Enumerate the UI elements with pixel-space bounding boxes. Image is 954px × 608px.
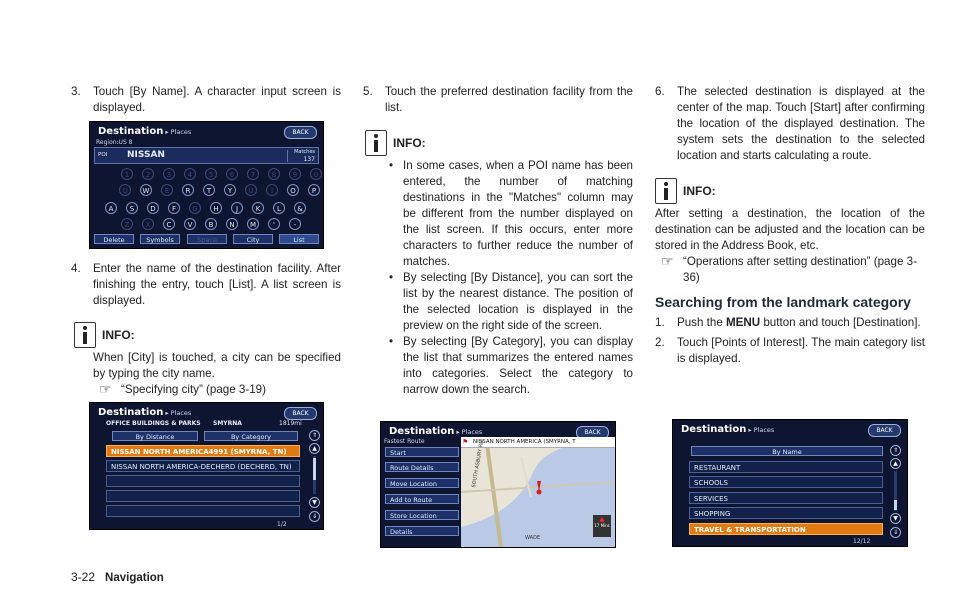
step-5 (363, 84, 633, 116)
car-icon: ▲ (599, 515, 605, 523)
route-time: 17 Mins (594, 523, 610, 528)
hand-pointer-icon: ☞ (661, 253, 674, 269)
flag-icon: ⚑ (462, 438, 469, 446)
column-2 (363, 84, 633, 398)
page-reference[interactable] (655, 254, 925, 286)
step-text: Touch the preferred destination facility from the list. (385, 85, 633, 114)
distance-label: 1819mi (279, 420, 302, 427)
step-number: 2. (655, 336, 665, 349)
info-heading (365, 130, 633, 156)
details-button[interactable]: Details (385, 526, 459, 536)
step-6 (655, 84, 925, 164)
by-category-button[interactable]: By Category (204, 431, 298, 441)
key-sym[interactable]: ' (268, 218, 280, 230)
store-location-button[interactable]: Store Location (385, 510, 459, 520)
scroll-bottom-icon[interactable]: ⇓ (309, 511, 320, 522)
info-label: INFO: (683, 184, 716, 198)
list-item[interactable] (106, 475, 300, 487)
column-3 (655, 84, 925, 367)
info-text: When [City] is touched, a city can be specified by typing the city name. (93, 351, 341, 380)
result-list-screen (89, 402, 324, 530)
page-footer (71, 570, 164, 584)
back-button[interactable]: BACK (284, 407, 317, 420)
step-number: 5. (363, 85, 373, 98)
column-1-lower (71, 261, 341, 398)
list-item[interactable]: RESTAURANT (689, 461, 883, 473)
key-a[interactable]: A (105, 202, 117, 214)
key-4[interactable]: 4 (184, 168, 196, 180)
route-time-badge (593, 515, 611, 537)
add-to-route-button[interactable]: Add to Route (385, 494, 459, 504)
destination-banner: NISSAN NORTH AMERICA (SMYRNA, T (461, 437, 615, 448)
key-5[interactable]: 5 (205, 168, 217, 180)
scroll-down-icon[interactable]: ▼ (890, 513, 901, 524)
list-button[interactable]: List (279, 234, 319, 244)
list-item[interactable]: NISSAN NORTH AMERICA-DECHERD (DECHERD, TN) (106, 460, 300, 472)
key-l[interactable]: L (273, 202, 285, 214)
step-text: Touch [By Name]. A character input screen is displayed. (93, 85, 341, 114)
info-heading (655, 178, 925, 204)
key-o[interactable]: O (287, 184, 299, 196)
street-label: WADE (525, 535, 541, 541)
info-icon (365, 130, 387, 156)
region-label: Region:US 8 (96, 139, 133, 146)
symbols-button[interactable]: Symbols (140, 234, 180, 244)
list-item[interactable]: SERVICES (689, 492, 883, 504)
page-indicator: 12/12 (853, 538, 871, 545)
city-label: SMYRNA (213, 420, 242, 427)
list-item[interactable]: SHOPPING (689, 507, 883, 519)
key-sym[interactable]: & (294, 202, 306, 214)
key-h[interactable]: H (210, 202, 222, 214)
by-name-button[interactable]: By Name (691, 446, 883, 456)
list-item[interactable]: TRAVEL & TRANSPORTATION (689, 523, 883, 535)
reference-text: “Operations after setting destination” (page 3-36) (683, 255, 917, 284)
page-reference[interactable] (71, 382, 341, 398)
key-c[interactable]: C (163, 218, 175, 230)
key-w[interactable]: W (140, 184, 152, 196)
step-2 (655, 335, 925, 367)
bullet-item: • In some cases, when a POI name has been entered, the number of matching destinations in the "Matches" column may be different from the number displayed on the list screen. If this occurs, enter more characters to further reduce the number of matches. (403, 158, 633, 270)
map-roads (461, 437, 615, 547)
scroll-top-icon[interactable]: ⇑ (890, 445, 901, 456)
category-list-screen (672, 419, 908, 547)
column-1 (71, 84, 341, 116)
screen-title: Destination ▸ Places (98, 126, 192, 137)
key-i[interactable]: I (266, 184, 278, 196)
screen-title: Destination ▸ Places (681, 424, 775, 435)
move-location-button[interactable]: Move Location (385, 478, 459, 488)
key-y[interactable]: Y (224, 184, 236, 196)
key-1[interactable]: 1 (121, 168, 133, 180)
bullet-item: • By selecting [By Category], you can display the list that summarizes the entered names into categories. Select the category to narrow down the search. (403, 334, 633, 398)
info-heading (74, 322, 341, 348)
step-text-pre: Push the (677, 316, 726, 329)
destination-map-screen (380, 421, 616, 548)
key-j[interactable]: J (231, 202, 243, 214)
category-label: OFFICE BUILDINGS & PARKS (106, 420, 201, 427)
list-item[interactable]: NISSAN NORTH AMERICA4991 (SMYRNA, TN) (106, 445, 300, 457)
key-7[interactable]: 7 (247, 168, 259, 180)
bullet-item: • By selecting [By Distance], you can sort the list by the nearest distance. The position of the selected location is displayed in the preview on the right side of the screen. (403, 270, 633, 334)
page-number: 3-22 (71, 570, 96, 584)
key-sym[interactable]: - (289, 218, 301, 230)
back-button[interactable]: BACK (284, 126, 317, 139)
key-k[interactable]: K (252, 202, 264, 214)
key-m[interactable]: M (247, 218, 259, 230)
key-x[interactable]: X (142, 218, 154, 230)
key-d[interactable]: D (147, 202, 159, 214)
key-v[interactable]: V (184, 218, 196, 230)
page-indicator: 1/2 (277, 521, 287, 528)
info-label: INFO: (102, 328, 135, 342)
key-9[interactable]: 9 (289, 168, 301, 180)
key-n[interactable]: N (226, 218, 238, 230)
key-f[interactable]: F (168, 202, 180, 214)
city-button[interactable]: City (233, 234, 273, 244)
scroll-up-icon[interactable]: ▲ (309, 443, 320, 454)
search-input[interactable]: NISSAN (127, 150, 165, 160)
key-e[interactable]: E (161, 184, 173, 196)
key-u[interactable]: U (245, 184, 257, 196)
key-r[interactable]: R (182, 184, 194, 196)
back-button[interactable]: BACK (576, 426, 609, 439)
step-number: 4. (71, 262, 81, 275)
scrollbar-thumb[interactable] (894, 500, 897, 510)
reference-text: “Specifying city” (page 3-19) (121, 383, 266, 396)
list-item[interactable] (106, 490, 300, 502)
key-g[interactable]: G (189, 202, 201, 214)
step-4 (71, 261, 341, 309)
space-button[interactable]: Space (187, 234, 227, 244)
screen-title: Destination ▸ Places (98, 407, 192, 418)
section-heading: Searching from the landmark category (655, 294, 911, 310)
route-details-button[interactable]: Route Details (385, 462, 459, 472)
matches-label: Matches (294, 149, 315, 155)
key-6[interactable]: 6 (226, 168, 238, 180)
divider (287, 150, 288, 162)
search-bar[interactable] (94, 147, 319, 164)
key-s[interactable]: S (126, 202, 138, 214)
step-text: Enter the name of the destination facility. After finishing the entry, touch [List]. A list screen is displayed. (93, 262, 341, 307)
scroll-bottom-icon[interactable]: ⇓ (890, 527, 901, 538)
step-number: 6. (655, 85, 665, 98)
section-name: Navigation (105, 572, 164, 584)
scroll-down-icon[interactable]: ▼ (309, 497, 320, 508)
list-item[interactable]: SCHOOLS (689, 476, 883, 488)
key-q[interactable]: Q (119, 184, 131, 196)
info-bullets (363, 158, 633, 398)
key-t[interactable]: T (203, 184, 215, 196)
info-label: INFO: (393, 136, 426, 150)
matches-value: 137 (303, 156, 315, 163)
key-b[interactable]: B (205, 218, 217, 230)
key-p[interactable]: P (308, 184, 320, 196)
screen-title: Destination ▸ Places (389, 426, 483, 437)
step-text: Touch [Points of Interest]. The main category list is displayed. (677, 336, 925, 365)
info-icon (74, 322, 96, 348)
key-0[interactable]: 0 (310, 168, 322, 180)
step-text-post: button and touch [Destination]. (760, 316, 921, 329)
scroll-up-icon[interactable]: ▲ (890, 458, 901, 469)
step-number: 1. (655, 316, 665, 329)
poi-label: POI (98, 152, 108, 158)
list-item[interactable] (106, 505, 300, 517)
menu-key-label: MENU (726, 316, 761, 329)
start-button[interactable]: Start (385, 447, 459, 457)
hand-pointer-icon: ☞ (99, 381, 112, 397)
key-8[interactable]: 8 (268, 168, 280, 180)
key-2[interactable]: 2 (142, 168, 154, 180)
map-preview[interactable] (461, 437, 615, 547)
scroll-top-icon[interactable]: ⇑ (309, 430, 320, 441)
character-input-screen (89, 121, 324, 249)
info-icon (655, 178, 677, 204)
step-text: The selected destination is displayed at the center of the map. Touch [Start] after confirming the location of the displayed destination. The system sets the destination to the selected location and starts calculating a route. (677, 85, 925, 162)
info-text: After setting a destination, the location of the destination can be adjusted and the location can be stored in the Address Book, etc. (655, 207, 925, 252)
key-z[interactable]: Z (121, 218, 133, 230)
key-3[interactable]: 3 (163, 168, 175, 180)
step-3 (71, 84, 341, 116)
delete-button[interactable]: Delete (94, 234, 134, 244)
route-type-label: Fastest Route (384, 438, 425, 445)
by-distance-button[interactable]: By Distance (112, 431, 198, 441)
back-button[interactable]: BACK (868, 424, 901, 437)
step-number: 3. (71, 85, 81, 98)
street-label: SOUTH ASBURY RD (471, 439, 486, 489)
step-1 (655, 315, 925, 331)
scrollbar-thumb[interactable] (313, 458, 316, 480)
